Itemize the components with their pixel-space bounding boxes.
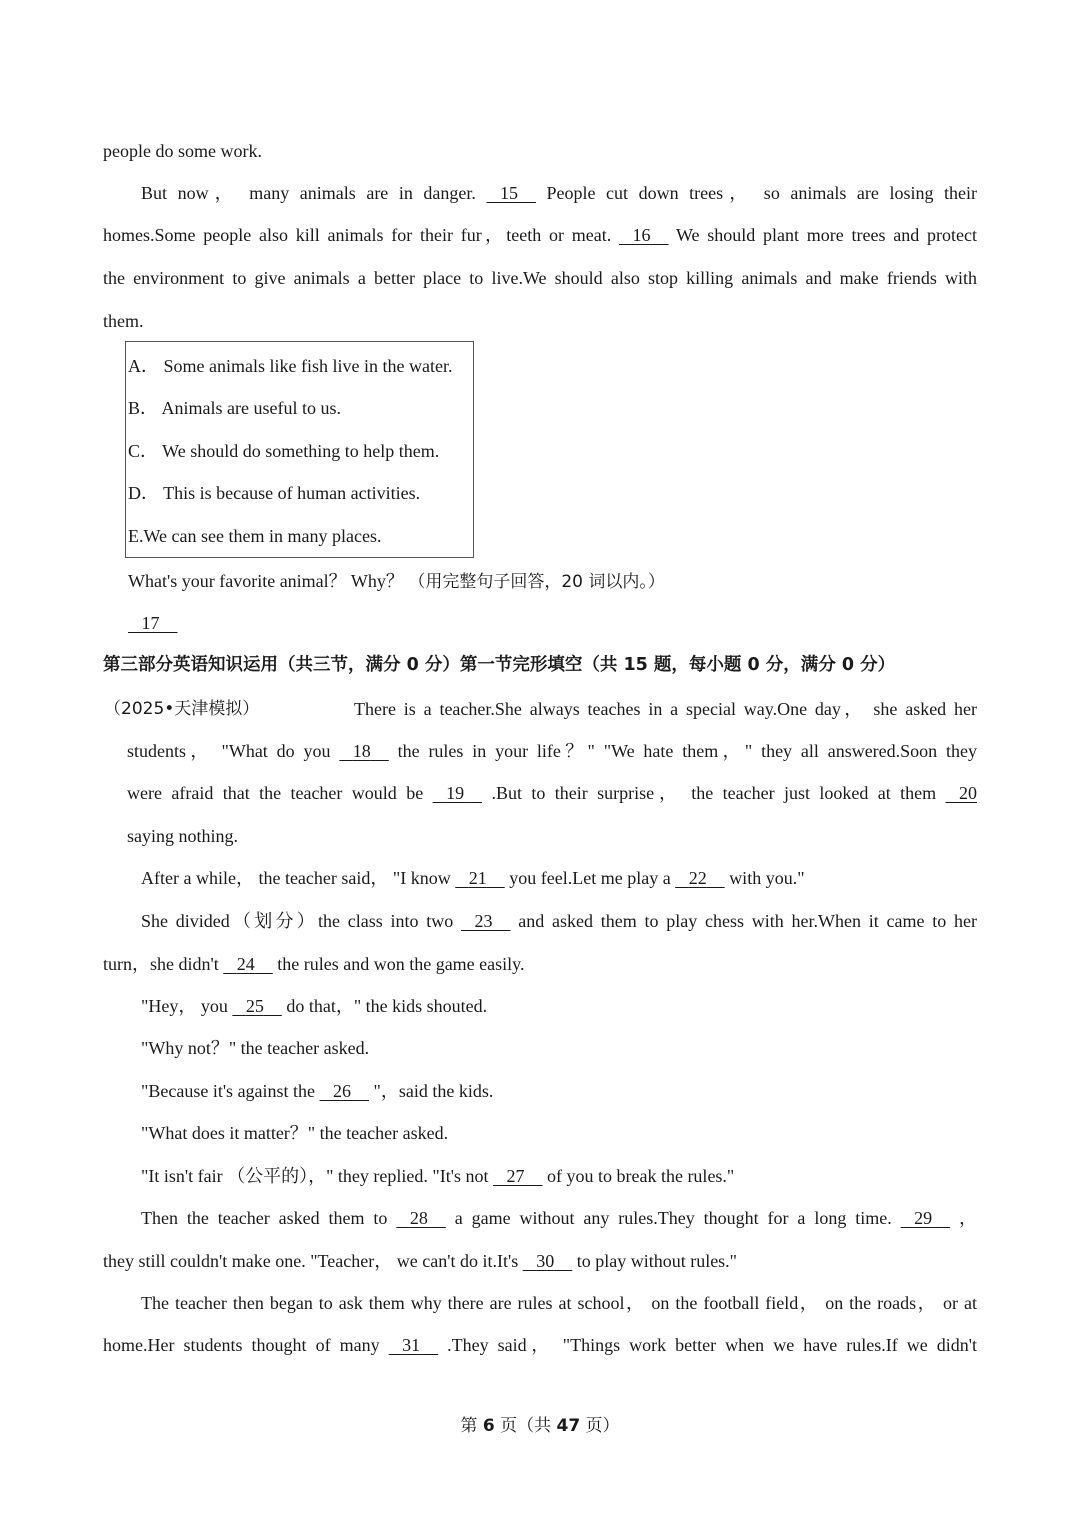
answer-blank-22[interactable]: 22	[688, 868, 707, 888]
option-e: E.We can see them in many places.	[128, 526, 382, 546]
cloze-line: students， "What do you 18 the rules in your life？" "We hate them，" they all answered.Soon they	[127, 741, 977, 761]
page-total: 47	[556, 1416, 581, 1436]
answer-blank-27[interactable]: 27	[506, 1166, 525, 1186]
cloze-line: "Why not？" the teacher asked.	[141, 1038, 370, 1058]
cloze-line: After a while， the teacher said， "I know 21 you feel.Let me play a 22 with you."	[141, 868, 805, 888]
passage-text: homes.Some people also kill animals for their fur，teeth or meat.	[103, 225, 620, 245]
answer-blank-16[interactable]: 16	[632, 225, 651, 245]
cloze-line: they still couldn't make one. "Teacher， we can't do it.It's 30 to play without rules."	[103, 1251, 738, 1271]
answer-blank-24[interactable]: 24	[236, 954, 255, 974]
passage-text: We should plant more trees and protect	[668, 225, 977, 245]
cloze-line: "Because it's against the 26 "，said the kids.	[141, 1081, 494, 1101]
cloze-line: "It isn't fair （公平的），" they replied. "It's not 27 of you to break the rules."	[141, 1166, 735, 1186]
cloze-line: There is a teacher.She always teaches in a special way.One day， she asked her	[354, 699, 977, 719]
cloze-line: The teacher then began to ask them why there are rules at school， on the football field， on the roads， or at	[141, 1293, 977, 1313]
answer-blank-15[interactable]: 15	[499, 183, 518, 203]
answer-line-17	[128, 611, 178, 635]
option-a: A． Some animals like fish live in the water.	[128, 356, 453, 376]
answer-blank-25[interactable]: 25	[245, 996, 264, 1016]
cloze-line: home.Her students thought of many 31 .They said， "Things work better when we have rules.If we didn't	[103, 1335, 977, 1355]
cloze-line: saying nothing.	[127, 826, 238, 846]
question-17: What's your favorite animal？ Why？ （用完整句子回答，20 词以内。）	[128, 571, 665, 592]
cloze-line: were afraid that the teacher would be 19 .But to their surprise， the teacher just looked at them 20	[127, 783, 977, 803]
option-c: C． We should do something to help them.	[128, 441, 440, 461]
passage-line: them.	[103, 311, 144, 331]
answer-blank-30[interactable]: 30	[536, 1251, 555, 1271]
page-number: 6	[482, 1416, 495, 1436]
cloze-line: She divided（划分）the class into two 23 and asked them to play chess with her.When it came to her	[141, 911, 977, 931]
passage-text: But now， many animals are in danger.	[141, 183, 487, 203]
answer-blank-26[interactable]: 26	[333, 1081, 352, 1101]
passage-text: People cut down trees， so animals are losing their	[535, 183, 977, 203]
passage-line: the environment to give animals a better place to live.We should also stop killing animals and make friends with	[103, 268, 977, 288]
answer-blank-23[interactable]: 23	[474, 911, 493, 931]
answer-blank-17[interactable]: 17	[141, 613, 160, 633]
answer-blank-28[interactable]: 28	[409, 1208, 428, 1228]
passage-line	[103, 181, 977, 205]
answer-blank-29[interactable]: 29	[914, 1208, 933, 1228]
answer-blank-19[interactable]: 19	[446, 783, 465, 803]
cloze-line: turn，she didn't 24 the rules and won the game easily.	[103, 954, 525, 974]
cloze-line: Then the teacher asked them to 28 a game without any rules.They thought for a long time. 29 ，	[141, 1208, 978, 1228]
page-footer: 第 6 页（共 47 页）	[460, 1416, 620, 1436]
cloze-line: "Hey， you 25 do that，" the kids shouted.	[141, 996, 488, 1016]
passage-line	[103, 223, 977, 247]
answer-blank-21[interactable]: 21	[468, 868, 487, 888]
source-tag: （2025•天津模拟）	[104, 699, 260, 719]
answer-blank-20[interactable]: 20	[959, 783, 977, 803]
option-d: D． This is because of human activities.	[128, 483, 421, 503]
option-b: B． Animals are useful to us.	[128, 398, 341, 418]
answer-blank-18[interactable]: 18	[352, 741, 371, 761]
passage-line: people do some work.	[103, 141, 262, 161]
cloze-line: "What does it matter？" the teacher asked.	[141, 1123, 449, 1143]
question-note: （用完整句子回答，20 词以内。）	[408, 572, 665, 592]
section-heading: 第三部分英语知识运用（共三节，满分 0 分）第一节完形填空（共 15 题，每小题 0 分，满分 0 分）	[103, 655, 896, 675]
answer-blank-31[interactable]: 31	[402, 1335, 421, 1355]
